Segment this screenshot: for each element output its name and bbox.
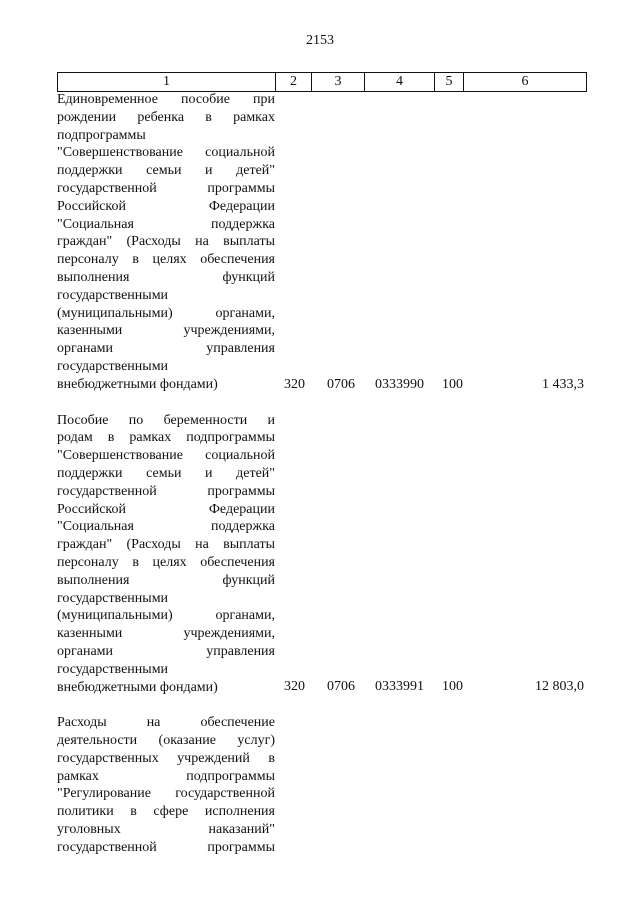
ministry-code: 320 (284, 679, 305, 695)
amount: 1 433,3 (542, 376, 584, 392)
column-header-4: 4 (365, 73, 435, 92)
description-line: Российской Федерации (57, 198, 275, 214)
description-line: органами управления (57, 643, 275, 659)
description-line: Единовременное пособие при (57, 92, 275, 107)
description-line: граждан" (Расходы на выплаты (57, 234, 275, 250)
row-values (57, 678, 586, 696)
target-article-code: 0333991 (375, 679, 424, 695)
description-line: выполнения функций (57, 572, 275, 588)
description-line: Расходы на обеспечение (57, 715, 275, 731)
amount: 12 803,0 (535, 679, 584, 695)
column-header-table (57, 72, 587, 92)
description-line: уголовных наказаний" (57, 822, 275, 838)
description-line: государственными (57, 287, 169, 303)
description-line: (муниципальными) органами, (57, 305, 275, 321)
column-header-5: 5 (435, 73, 464, 92)
column-header-3: 3 (312, 73, 365, 92)
description-line: (муниципальными) органами, (57, 608, 275, 624)
description-line: государственными (57, 661, 169, 677)
column-header-row (58, 73, 587, 92)
section-code: 0706 (327, 679, 355, 695)
description-line: персоналу в целях обеспечения (57, 554, 275, 570)
description-line: политики в сфере исполнения (57, 804, 275, 820)
description-line: государственных учреждений в (57, 750, 275, 766)
description-line: органами управления (57, 341, 275, 357)
description-line: "Социальная поддержка (57, 216, 275, 232)
row-values (57, 376, 586, 394)
description-line: рождении ребенка в рамках (57, 109, 275, 125)
description-line: "Регулирование государственной (57, 786, 275, 802)
description-line: поддержки семьи и детей" (57, 163, 275, 179)
table-row (57, 91, 586, 394)
description-line: государственной программы (57, 483, 275, 499)
description-line: внебюджетными фондами) (57, 376, 218, 392)
description-line: деятельности (оказание услуг) (57, 733, 275, 749)
target-article-code: 0333990 (375, 376, 424, 392)
row-description (57, 91, 275, 394)
description-line: внебюджетными фондами) (57, 679, 218, 695)
description-line: Российской Федерации (57, 501, 275, 517)
description-line: государственной программы (57, 180, 275, 196)
expense-type-code: 100 (442, 376, 463, 392)
description-line: "Совершенствование социальной (57, 448, 275, 464)
description-line: Пособие по беременности и (57, 412, 275, 428)
column-header-1: 1 (58, 73, 276, 92)
description-line: казенными учреждениями, (57, 323, 275, 339)
table-row (57, 412, 586, 697)
description-line: государственной программы (57, 839, 275, 855)
description-line: персоналу в целях обеспечения (57, 252, 275, 268)
budget-rows (57, 91, 586, 875)
row-description (57, 714, 275, 856)
table-row (57, 714, 586, 856)
description-line: государственными (57, 590, 169, 606)
column-header-6: 6 (464, 73, 587, 92)
ministry-code: 320 (284, 376, 305, 392)
description-line: "Совершенствование социальной (57, 145, 275, 161)
section-code: 0706 (327, 376, 355, 392)
column-header-2: 2 (276, 73, 312, 92)
expense-type-code: 100 (442, 679, 463, 695)
description-line: государственными (57, 358, 169, 374)
page-number: 2153 (306, 33, 334, 48)
row-description (57, 412, 275, 697)
description-line: граждан" (Расходы на выплаты (57, 537, 275, 553)
description-line: родам в рамках подпрограммы (57, 430, 275, 446)
description-line: выполнения функций (57, 269, 275, 285)
description-line: подпрограммы (57, 127, 146, 143)
description-line: поддержки семьи и детей" (57, 465, 275, 481)
description-line: казенными учреждениями, (57, 626, 275, 642)
description-line: рамках подпрограммы (57, 768, 275, 784)
description-line: "Социальная поддержка (57, 519, 275, 535)
